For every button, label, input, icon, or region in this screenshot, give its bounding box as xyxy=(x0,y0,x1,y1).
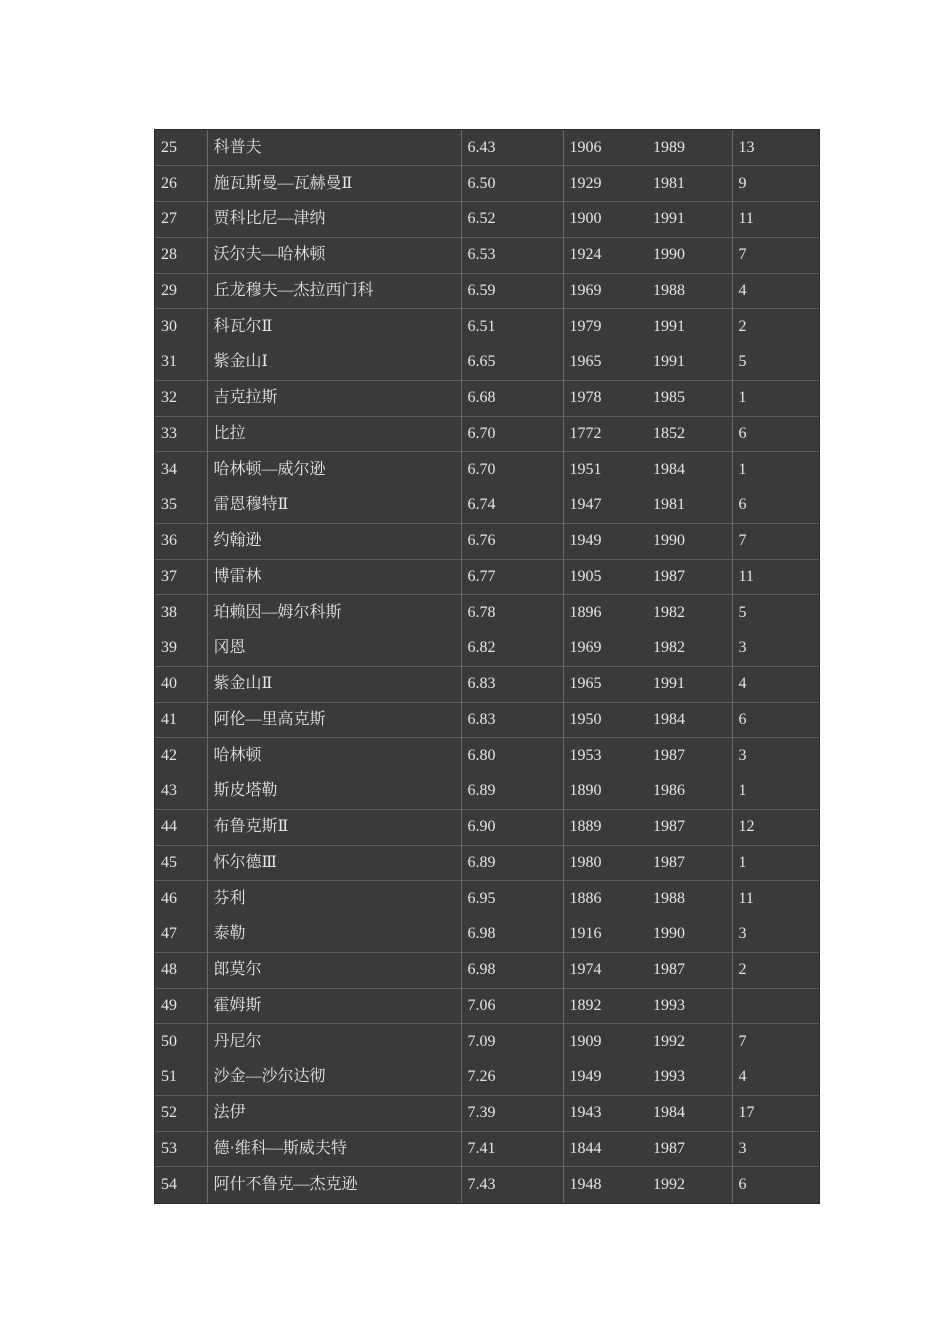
cell-start-year: 1974 xyxy=(569,961,602,979)
cell-count: 6 xyxy=(738,710,747,728)
cell-number: 42 xyxy=(155,738,207,774)
cell-value: 7.06 xyxy=(461,988,563,1024)
table-row xyxy=(155,952,819,988)
cell-value: 6.89 xyxy=(461,845,563,881)
cell-number: 35 xyxy=(155,488,207,524)
comet-table-grid xyxy=(155,130,819,1203)
cell-count: 11 xyxy=(738,889,754,907)
cell-number: 37 xyxy=(155,559,207,595)
table-row xyxy=(155,595,819,631)
table-row xyxy=(155,488,819,524)
cell-name: 斯皮塔勒 xyxy=(207,774,461,810)
table-row xyxy=(155,988,819,1024)
cell-start-year: 1916 xyxy=(569,925,602,943)
cell-value: 6.68 xyxy=(461,380,563,416)
cell-start-year: 1844 xyxy=(569,1139,602,1157)
cell-number: 26 xyxy=(155,166,207,202)
comet-table xyxy=(154,129,820,1204)
cell-number: 41 xyxy=(155,702,207,738)
cell-count: 4 xyxy=(738,1068,747,1086)
table-row xyxy=(155,917,819,953)
cell-name: 比拉 xyxy=(207,416,461,452)
cell-start-year: 1909 xyxy=(569,1032,602,1050)
cell-count: 2 xyxy=(738,317,747,335)
cell-count: 3 xyxy=(738,1139,747,1157)
cell-end-year: 1987 xyxy=(647,952,732,988)
cell-name: 紫金山Ⅱ xyxy=(207,666,461,702)
table-row xyxy=(155,881,819,917)
cell-number: 25 xyxy=(155,130,207,166)
cell-count xyxy=(732,988,819,1024)
cell-end-year: 1987 xyxy=(647,738,732,774)
cell-start-year: 1969 xyxy=(569,639,602,657)
table-row xyxy=(155,845,819,881)
cell-name: 科普夫 xyxy=(207,130,461,166)
cell-count: 3 xyxy=(738,925,747,943)
cell-count: 6 xyxy=(738,496,747,514)
cell-start-year: 1978 xyxy=(569,389,602,407)
cell-start-year: 1965 xyxy=(569,353,602,371)
cell-end-year: 1992 xyxy=(647,1167,732,1203)
cell-end-year: 1982 xyxy=(647,631,732,667)
cell-end-year: 1987 xyxy=(647,1131,732,1167)
cell-number: 31 xyxy=(155,345,207,381)
cell-number: 46 xyxy=(155,881,207,917)
cell-name: 吉克拉斯 xyxy=(207,380,461,416)
cell-count: 1 xyxy=(738,389,747,407)
cell-start-year: 1951 xyxy=(569,460,602,478)
table-row xyxy=(155,345,819,381)
cell-end-year: 1985 xyxy=(647,380,732,416)
cell-count: 7 xyxy=(738,532,747,550)
cell-end-year: 1988 xyxy=(647,881,732,917)
table-row xyxy=(155,309,819,345)
cell-start-year: 1980 xyxy=(569,853,602,871)
cell-name: 雷恩穆特Ⅱ xyxy=(207,488,461,524)
cell-count: 2 xyxy=(738,961,747,979)
cell-value: 7.09 xyxy=(461,1024,563,1060)
cell-start-year: 1886 xyxy=(569,889,602,907)
cell-number: 51 xyxy=(155,1060,207,1096)
cell-start-year: 1965 xyxy=(569,675,602,693)
cell-name: 德·维科—斯威夫特 xyxy=(207,1131,461,1167)
cell-number: 45 xyxy=(155,845,207,881)
cell-count: 1 xyxy=(738,460,747,478)
cell-start-year: 1892 xyxy=(569,996,602,1014)
cell-name: 沙金—沙尔达彻 xyxy=(207,1060,461,1096)
cell-number: 30 xyxy=(155,309,207,345)
cell-value: 6.50 xyxy=(461,166,563,202)
cell-count: 7 xyxy=(738,1032,747,1050)
cell-start-year: 1948 xyxy=(569,1175,602,1193)
cell-end-year: 1987 xyxy=(647,559,732,595)
cell-count: 5 xyxy=(738,603,747,621)
table-row xyxy=(155,631,819,667)
cell-start-year: 1896 xyxy=(569,603,602,621)
table-row xyxy=(155,1131,819,1167)
table-row xyxy=(155,738,819,774)
cell-name: 郎莫尔 xyxy=(207,952,461,988)
cell-number: 39 xyxy=(155,631,207,667)
cell-name: 施瓦斯曼—瓦赫曼Ⅱ xyxy=(207,166,461,202)
cell-number: 27 xyxy=(155,202,207,238)
cell-count: 3 xyxy=(738,639,747,657)
cell-count: 1 xyxy=(738,853,747,871)
cell-end-year: 1987 xyxy=(647,809,732,845)
cell-count: 17 xyxy=(738,1104,755,1122)
cell-end-year: 1852 xyxy=(647,416,732,452)
cell-start-year: 1947 xyxy=(569,496,602,514)
cell-value: 6.53 xyxy=(461,237,563,273)
cell-start-year: 1979 xyxy=(569,317,602,335)
cell-number: 28 xyxy=(155,237,207,273)
cell-value: 7.26 xyxy=(461,1060,563,1096)
cell-value: 6.82 xyxy=(461,631,563,667)
table-row xyxy=(155,666,819,702)
cell-name: 哈林顿 xyxy=(207,738,461,774)
table-row xyxy=(155,559,819,595)
cell-end-year: 1984 xyxy=(647,702,732,738)
table-row xyxy=(155,1060,819,1096)
cell-count: 13 xyxy=(738,138,755,156)
cell-number: 33 xyxy=(155,416,207,452)
cell-value: 6.43 xyxy=(461,130,563,166)
cell-number: 54 xyxy=(155,1167,207,1203)
cell-value: 6.95 xyxy=(461,881,563,917)
cell-name: 珀赖因—姆尔科斯 xyxy=(207,595,461,631)
table-row xyxy=(155,809,819,845)
table-row xyxy=(155,202,819,238)
cell-start-year: 1943 xyxy=(569,1104,602,1122)
cell-number: 48 xyxy=(155,952,207,988)
cell-end-year: 1990 xyxy=(647,237,732,273)
cell-value: 6.70 xyxy=(461,416,563,452)
cell-name: 丘龙穆夫—杰拉西门科 xyxy=(207,273,461,309)
cell-value: 6.80 xyxy=(461,738,563,774)
cell-end-year: 1991 xyxy=(647,666,732,702)
cell-end-year: 1991 xyxy=(647,345,732,381)
cell-number: 38 xyxy=(155,595,207,631)
cell-name: 冈恩 xyxy=(207,631,461,667)
table-row xyxy=(155,416,819,452)
cell-name: 泰勒 xyxy=(207,917,461,953)
cell-name: 哈林顿—威尔逊 xyxy=(207,452,461,488)
cell-name: 芬利 xyxy=(207,881,461,917)
cell-start-year: 1906 xyxy=(569,138,602,156)
cell-end-year: 1991 xyxy=(647,202,732,238)
cell-count: 11 xyxy=(738,210,754,228)
cell-value: 6.76 xyxy=(461,523,563,559)
table-row xyxy=(155,702,819,738)
cell-end-year: 1993 xyxy=(647,988,732,1024)
cell-value: 6.90 xyxy=(461,809,563,845)
cell-number: 53 xyxy=(155,1131,207,1167)
cell-value: 7.43 xyxy=(461,1167,563,1203)
cell-start-year: 1949 xyxy=(569,1068,602,1086)
table-row xyxy=(155,452,819,488)
cell-number: 49 xyxy=(155,988,207,1024)
cell-end-year: 1989 xyxy=(647,130,732,166)
cell-start-year: 1889 xyxy=(569,818,602,836)
cell-number: 52 xyxy=(155,1095,207,1131)
cell-end-year: 1986 xyxy=(647,774,732,810)
cell-end-year: 1991 xyxy=(647,309,732,345)
cell-end-year: 1990 xyxy=(647,917,732,953)
cell-name: 霍姆斯 xyxy=(207,988,461,1024)
cell-end-year: 1993 xyxy=(647,1060,732,1096)
table-row xyxy=(155,237,819,273)
cell-name: 科瓦尔Ⅱ xyxy=(207,309,461,345)
cell-end-year: 1981 xyxy=(647,488,732,524)
cell-count: 7 xyxy=(738,246,747,264)
table-row xyxy=(155,273,819,309)
table-row xyxy=(155,166,819,202)
table-row xyxy=(155,1095,819,1131)
table-row xyxy=(155,1167,819,1203)
cell-start-year: 1950 xyxy=(569,710,602,728)
table-body xyxy=(155,130,819,1203)
cell-number: 44 xyxy=(155,809,207,845)
cell-start-year: 1772 xyxy=(569,424,602,442)
cell-start-year: 1905 xyxy=(569,567,602,585)
cell-end-year: 1984 xyxy=(647,452,732,488)
cell-number: 32 xyxy=(155,380,207,416)
cell-end-year: 1987 xyxy=(647,845,732,881)
cell-value: 6.70 xyxy=(461,452,563,488)
cell-name: 贾科比尼—津纳 xyxy=(207,202,461,238)
cell-end-year: 1990 xyxy=(647,523,732,559)
cell-start-year: 1949 xyxy=(569,532,602,550)
cell-name: 布鲁克斯Ⅱ xyxy=(207,809,461,845)
table-row xyxy=(155,774,819,810)
cell-start-year: 1890 xyxy=(569,782,602,800)
cell-value: 6.98 xyxy=(461,917,563,953)
cell-end-year: 1984 xyxy=(647,1095,732,1131)
cell-name: 法伊 xyxy=(207,1095,461,1131)
cell-value: 6.74 xyxy=(461,488,563,524)
cell-count: 12 xyxy=(738,818,755,836)
cell-number: 36 xyxy=(155,523,207,559)
cell-value: 6.51 xyxy=(461,309,563,345)
cell-end-year: 1982 xyxy=(647,595,732,631)
cell-name: 紫金山Ⅰ xyxy=(207,345,461,381)
cell-value: 6.78 xyxy=(461,595,563,631)
cell-value: 7.41 xyxy=(461,1131,563,1167)
cell-end-year: 1988 xyxy=(647,273,732,309)
cell-name: 约翰逊 xyxy=(207,523,461,559)
cell-number: 34 xyxy=(155,452,207,488)
cell-start-year: 1924 xyxy=(569,246,602,264)
cell-name: 怀尔德Ⅲ xyxy=(207,845,461,881)
table-row xyxy=(155,523,819,559)
cell-count: 5 xyxy=(738,353,747,371)
table-row xyxy=(155,380,819,416)
cell-value: 6.59 xyxy=(461,273,563,309)
cell-count: 6 xyxy=(738,1175,747,1193)
cell-end-year: 1992 xyxy=(647,1024,732,1060)
cell-count: 11 xyxy=(738,567,754,585)
cell-value: 6.65 xyxy=(461,345,563,381)
cell-count: 9 xyxy=(738,174,747,192)
cell-value: 6.98 xyxy=(461,952,563,988)
cell-start-year: 1929 xyxy=(569,174,602,192)
cell-name: 丹尼尔 xyxy=(207,1024,461,1060)
cell-name: 阿什不鲁克—杰克逊 xyxy=(207,1167,461,1203)
table-row xyxy=(155,130,819,166)
cell-count: 3 xyxy=(738,746,747,764)
cell-value: 6.89 xyxy=(461,774,563,810)
cell-value: 7.39 xyxy=(461,1095,563,1131)
cell-count: 1 xyxy=(738,782,747,800)
cell-end-year: 1981 xyxy=(647,166,732,202)
cell-name: 博雷林 xyxy=(207,559,461,595)
cell-count: 6 xyxy=(738,424,747,442)
cell-value: 6.83 xyxy=(461,702,563,738)
cell-number: 50 xyxy=(155,1024,207,1060)
cell-number: 29 xyxy=(155,273,207,309)
cell-start-year: 1969 xyxy=(569,281,602,299)
cell-name: 沃尔夫—哈林顿 xyxy=(207,237,461,273)
cell-count: 4 xyxy=(738,281,747,299)
cell-value: 6.77 xyxy=(461,559,563,595)
cell-name: 阿伦—里高克斯 xyxy=(207,702,461,738)
cell-count: 4 xyxy=(738,675,747,693)
table-row xyxy=(155,1024,819,1060)
cell-number: 40 xyxy=(155,666,207,702)
cell-number: 47 xyxy=(155,917,207,953)
cell-value: 6.52 xyxy=(461,202,563,238)
cell-start-year: 1900 xyxy=(569,210,602,228)
cell-value: 6.83 xyxy=(461,666,563,702)
cell-number: 43 xyxy=(155,774,207,810)
cell-start-year: 1953 xyxy=(569,746,602,764)
